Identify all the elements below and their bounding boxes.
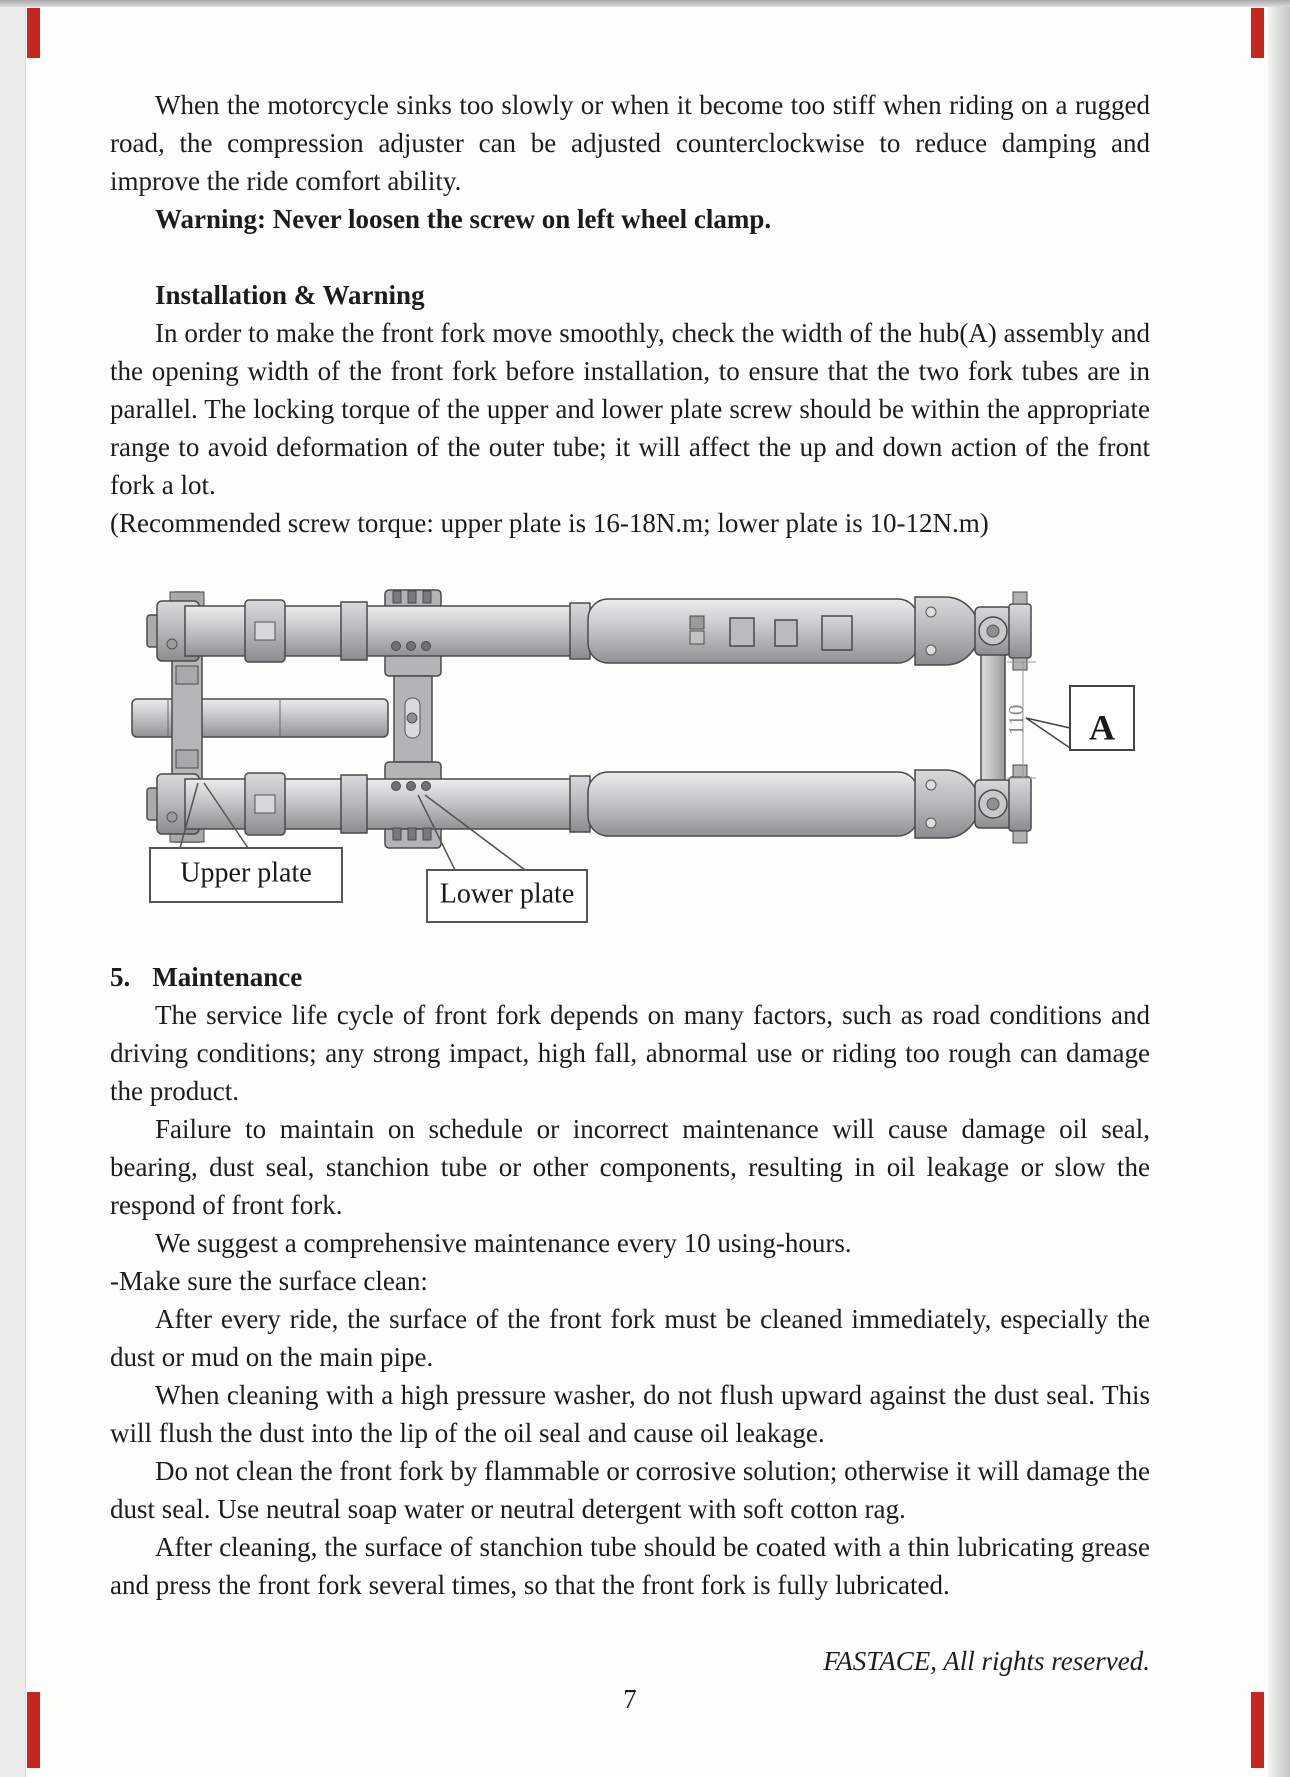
maintenance-paragraph-2: Failure to maintain on schedule or incorrect maintenance will cause damage oil seal, bearing, dust seal, stanchion tube or other components, resulting in oil leakage or slow the respond of front fork. bbox=[110, 1114, 1150, 1220]
dimension-value: 110 bbox=[1004, 704, 1028, 736]
fork-upper-leg bbox=[147, 592, 1031, 670]
steering-stem bbox=[132, 699, 388, 737]
footer-copyright: FASTACE, All rights reserved. bbox=[823, 1646, 1150, 1676]
warning-text: Warning: Never loosen the screw on left wheel clamp. bbox=[155, 204, 772, 234]
maintenance-paragraph-4: -Make sure the surface clean: bbox=[110, 1266, 428, 1296]
maintenance-paragraph-3: We suggest a comprehensive maintenance every 10 using-hours. bbox=[155, 1228, 852, 1258]
installation-paragraph: In order to make the front fork move smoothly, check the width of the hub(A) assembly and the opening width of the front fork before installation, to ensure that the two fork tubes are in parallel. The locking torque of the upper and lower plate screw should be within the appropriate range to avoid deformation of the outer tube; it will affect the up and down action of the front fork a lot. bbox=[110, 318, 1150, 500]
front-fork-figure bbox=[130, 578, 1140, 923]
maintenance-heading bbox=[110, 958, 1150, 996]
maintenance-paragraph-5: After every ride, the surface of the front fork must be cleaned immediately, especially the dust or mud on the main pipe. bbox=[110, 1304, 1150, 1372]
maintenance-paragraph-7: Do not clean the front fork by flammable or corrosive solution; otherwise it will damage the dust seal. Use neutral soap water or neutral detergent with soft cotton rag. bbox=[110, 1456, 1150, 1524]
lower-plate-label: Lower plate bbox=[439, 878, 575, 910]
maintenance-paragraph-1: The service life cycle of front fork depends on many factors, such as road conditions and driving conditions; any strong impact, high fall, abnormal use or riding too rough can damage the product. bbox=[110, 1000, 1150, 1106]
scan-edge-right bbox=[1268, 7, 1290, 1777]
corner-mark bbox=[27, 1692, 40, 1768]
torque-note: (Recommended screw torque: upper plate is 16-18N.m; lower plate is 10-12N.m) bbox=[110, 508, 989, 538]
a-label: A bbox=[1089, 707, 1115, 748]
callout-a bbox=[1026, 686, 1134, 750]
fork-lower-leg bbox=[147, 765, 1031, 843]
page-number: 7 bbox=[623, 1684, 637, 1714]
installation-heading: Installation & Warning bbox=[155, 280, 425, 310]
scan-edge-left bbox=[0, 7, 26, 1777]
page-content bbox=[110, 0, 1150, 1718]
intro-paragraph: When the motorcycle sinks too slowly or when it become too stiff when riding on a rugged road, the compression adjuster can be adjusted counterclockwise to reduce damping and improve the ride comfort ability. bbox=[110, 90, 1150, 196]
maintenance-paragraph-6: When cleaning with a high pressure washer, do not flush upward against the dust seal. This will flush the dust into the lip of the oil seal and cause oil leakage. bbox=[110, 1380, 1150, 1448]
axle-rod bbox=[981, 648, 1005, 784]
maintenance-paragraph-8: After cleaning, the surface of stanchion tube should be coated with a thin lubricating grease and press the front fork several times, so that the front fork is fully lubricated. bbox=[110, 1532, 1150, 1600]
section-number: 5. bbox=[110, 962, 131, 992]
corner-mark bbox=[1251, 1692, 1264, 1768]
upper-plate-label: Upper plate bbox=[180, 857, 312, 889]
corner-mark bbox=[27, 8, 40, 58]
corner-mark bbox=[1251, 8, 1264, 58]
section-title: Maintenance bbox=[152, 962, 303, 992]
